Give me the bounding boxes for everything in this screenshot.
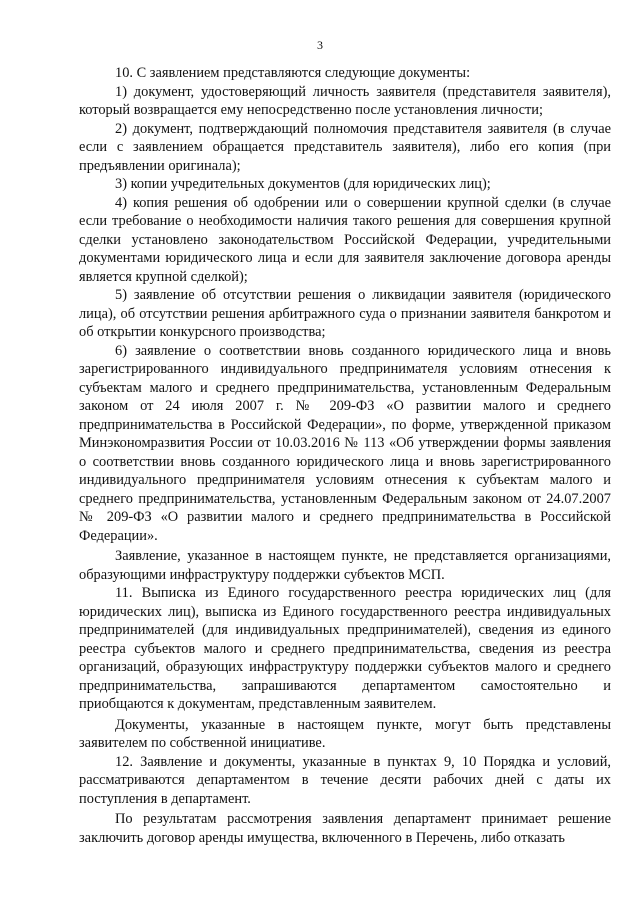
paragraph-item-3: 3) копии учредительных документов (для юридических лиц); [115,176,491,192]
paragraph-note-msp: Заявление, указанное в настоящем пункте, не представляется организациями, образующими инфраструктуру поддержки субъектов МСП. [79,548,611,583]
page-number: 3 [317,38,323,52]
paragraph-item-2: 2) документ, подтверждающий полномочия представителя заявителя (в случае если с заявлением обращается представитель заявителя), либо его копия (при предъявлении оригинала); [79,120,611,174]
paragraph-item-5: 5) заявление об отсутствии решения о ликвидации заявителя (юридического лица), об отсутствии решения арбитражного суда о признании заявителя банкротом и об открытии конкурсного производства; [79,287,611,340]
paragraph-item-1: 1) документ, удостоверяющий личность заявителя (представителя заявителя), который возвращается ему непосредственно после установления личности; [79,83,611,118]
paragraph-item-4: 4) копия решения об одобрении или о совершении крупной сделки (в случае если требование о необходимости наличия такого решения для совершения крупной сделки установлено законодательством Российской Федерации, учредительными документами юридического лица и если для заявителя заключение договора аренды является крупной сделкой); [79,194,611,285]
paragraph-10-intro: 10. С заявлением представляются следующие документы: [115,65,471,81]
document-body [79,64,611,847]
paragraph-11: 11. Выписка из Единого государственного реестра юридических лиц (для юридических лиц), выписка из Единого государственного реестра индивидуальных предпринимателей (для индивидуальных предпринимателей), сведения из единого реестра субъектов малого и среднего предпринимательства, сведения из реестра организаций, образующих инфраструктуру поддержки субъектов малого и среднего предпринимательства, запрашиваются департаментом самостоятельно и приобщаются к документам, представленным заявителем. [79,585,611,712]
paragraph-12-result: По результатам рассмотрения заявления департамент принимает решение заключить договор аренды имущества, включенного в Перечень, либо отказать [79,811,611,846]
paragraph-11-note: Документы, указанные в настоящем пункте, могут быть представлены заявителем по собственной инициативе. [79,716,611,751]
paragraph-12: 12. Заявление и документы, указанные в пунктах 9, 10 Порядка и условий, рассматриваются департаментом в течение десяти рабочих дней с даты их поступления в департамент. [79,753,611,807]
paragraph-item-6: 6) заявление о соответствии вновь созданного юридического лица и вновь зарегистрированного индивидуального предпринимателя условиям отнесения к субъектам малого и среднего предпринимательства, установленным Федеральным законом от 24 июля 2007 г. № 209-ФЗ «О развитии малого и среднего предпринимательства в Российской Федерации», по форме, утвержденной приказом Минэкономразвития России от 10.03.2016 № 113 «Об утверждении формы заявления о соответствии вновь созданного юридического лица и вновь зарегистрированного индивидуального предпринимателя условиям отнесения к субъектам малого и среднего предпринимательства, установленным Федеральным законом от 24.07.2007 № 209-ФЗ «О развитии малого и среднего предпринимательства в Российской Федерации». [79,342,611,544]
